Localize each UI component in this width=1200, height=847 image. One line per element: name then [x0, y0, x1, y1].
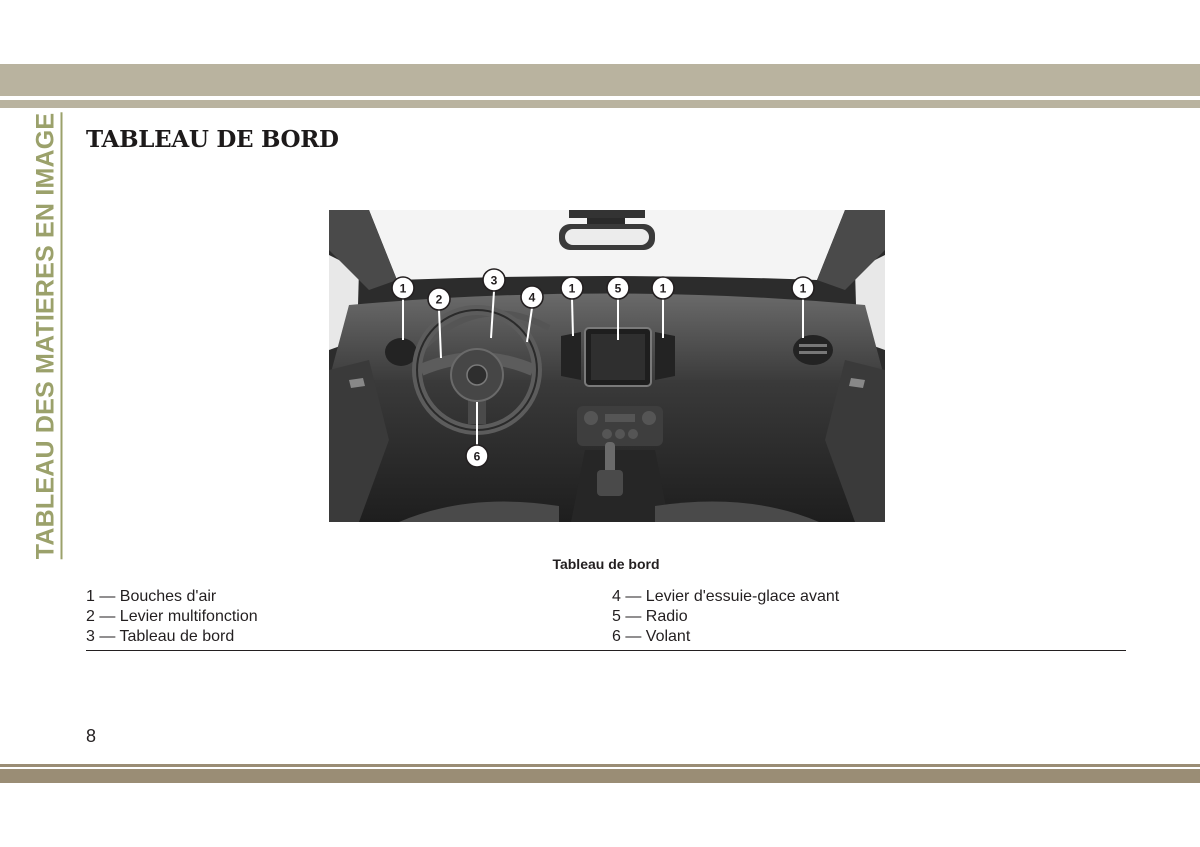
dashboard-illustration — [329, 210, 885, 522]
svg-text:6: 6 — [473, 449, 481, 464]
svg-text:1: 1 — [568, 281, 576, 296]
footer-band — [0, 769, 1200, 783]
legend-item: 3 — Tableau de bord — [86, 628, 235, 645]
legend-column-2 — [612, 587, 839, 647]
legend-item: 2 — Levier multifonction — [86, 608, 258, 625]
svg-text:3: 3 — [490, 273, 498, 288]
callout-vent-center-left — [561, 277, 583, 299]
callout-vent-center-right — [652, 277, 674, 299]
footer-rule — [0, 764, 1200, 767]
header-rule — [0, 100, 1200, 108]
legend-item: 6 — Volant — [612, 628, 691, 645]
callout-multifunction-lever — [428, 288, 450, 310]
svg-text:1: 1 — [659, 281, 667, 296]
svg-text:2: 2 — [435, 292, 443, 307]
page-title: TABLEAU DE BORD — [86, 126, 339, 153]
legend-divider — [86, 650, 1126, 651]
legend-column-1 — [86, 587, 258, 647]
callout-instrument-cluster — [483, 269, 505, 291]
svg-text:5: 5 — [614, 281, 622, 296]
side-tab-label[interactable]: TABLEAU DES MATIERES EN IMAGE — [34, 113, 63, 560]
page-number: 8 — [86, 726, 97, 746]
callout-wiper-lever — [521, 286, 543, 308]
callout-vent-left — [392, 277, 414, 299]
svg-text:4: 4 — [528, 290, 536, 305]
figure-caption: Tableau de bord — [552, 556, 660, 572]
legend-item: 1 — Bouches d'air — [86, 588, 217, 605]
svg-text:1: 1 — [799, 281, 807, 296]
header-band — [0, 64, 1200, 96]
callout-radio — [607, 277, 629, 299]
legend-item: 5 — Radio — [612, 608, 688, 625]
legend-item: 4 — Levier d'essuie-glace avant — [612, 588, 840, 605]
callout-steering-wheel — [466, 445, 488, 467]
callout-vent-right — [792, 277, 814, 299]
svg-text:1: 1 — [399, 281, 407, 296]
